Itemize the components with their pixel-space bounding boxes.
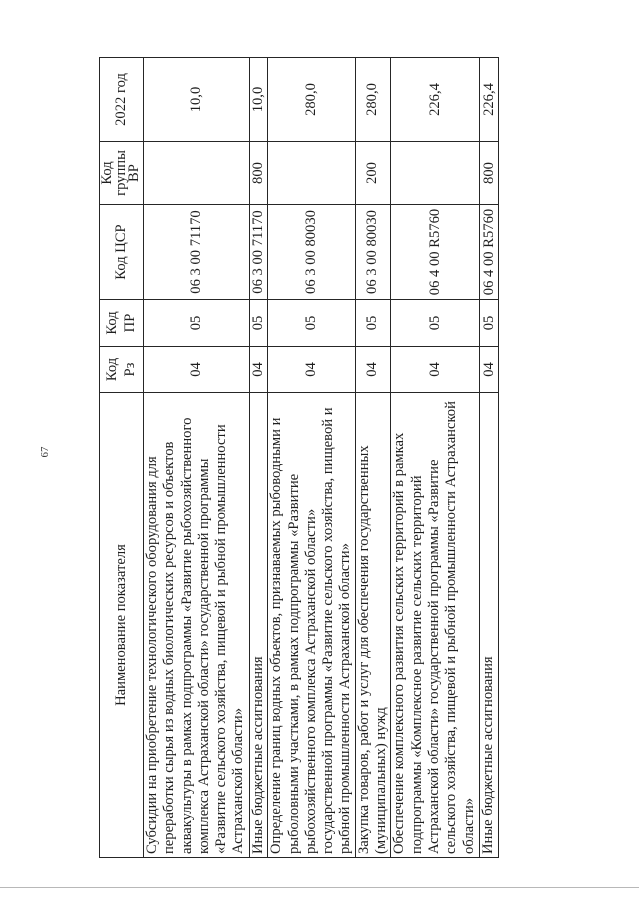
target-article-code-cell: 06 3 00 71170 bbox=[144, 205, 250, 300]
expense-group-code-cell bbox=[144, 142, 250, 205]
subsection-code-cell: 05 bbox=[391, 300, 480, 347]
indicator-name-cell: Иные бюджетные ассигнования bbox=[480, 393, 499, 858]
expense-group-code-cell: 800 bbox=[480, 142, 499, 205]
expense-group-code-cell: 200 bbox=[355, 142, 391, 205]
table-row bbox=[480, 58, 499, 858]
header-section-code: Код Рз bbox=[100, 347, 144, 393]
expense-group-code-cell bbox=[268, 142, 355, 205]
section-code-cell: 04 bbox=[391, 347, 480, 393]
table-row bbox=[268, 58, 355, 858]
amount-2022-cell: 280,0 bbox=[355, 58, 391, 142]
section-code-cell: 04 bbox=[268, 347, 355, 393]
subsection-code-cell: 05 bbox=[144, 300, 250, 347]
indicator-name-cell: Субсидии на приобретение технологического оборудования для переработки сырья из водных биологических ресурсов и объектов аквакультуры в рамках подпрограммы «Развитие рыбохозяйственного комплекса Астраханской области» государственной программы «Развитие сельского хозяйства, пищевой и рыбной промышленности Астраханской области» bbox=[144, 393, 250, 858]
section-code-cell: 04 bbox=[250, 347, 268, 393]
header-expense-group-code: Код группы ВР bbox=[100, 142, 144, 205]
subsection-code-cell: 05 bbox=[480, 300, 499, 347]
target-article-code-cell: 06 4 00 R5760 bbox=[391, 205, 480, 300]
indicator-name-cell: Закупка товаров, работ и услуг для обеспечения государственных (муниципальных) нужд bbox=[355, 393, 391, 858]
subsection-code-cell: 05 bbox=[250, 300, 268, 347]
table-row bbox=[144, 58, 250, 858]
indicator-name-cell: Иные бюджетные ассигнования bbox=[250, 393, 268, 858]
subsection-code-cell: 05 bbox=[268, 300, 355, 347]
amount-2022-cell: 280,0 bbox=[268, 58, 355, 142]
target-article-code-cell: 06 4 00 R5760 bbox=[480, 205, 499, 300]
amount-2022-cell: 226,4 bbox=[391, 58, 480, 142]
amount-2022-cell: 10,0 bbox=[144, 58, 250, 142]
target-article-code-cell: 06 3 00 80030 bbox=[355, 205, 391, 300]
section-code-cell: 04 bbox=[355, 347, 391, 393]
scan-edge-line bbox=[0, 887, 639, 888]
header-amount-2022: 2022 год bbox=[100, 58, 144, 142]
section-code-cell: 04 bbox=[144, 347, 250, 393]
budget-allocation-table bbox=[99, 57, 499, 858]
amount-2022-cell: 226,4 bbox=[480, 58, 499, 142]
header-target-article-code: Код ЦСР bbox=[100, 205, 144, 300]
section-code-cell: 04 bbox=[480, 347, 499, 393]
indicator-name-cell: Обеспечение комплексного развития сельских территорий в рамках подпрограммы «Комплексное развитие сельских территорий Астраханской области» государственной программы «Развитие сельского хозяйства, пищевой и рыбной промышленности Астраханской области» bbox=[391, 393, 480, 858]
rotated-table-wrapper bbox=[99, 58, 497, 858]
expense-group-code-cell: 800 bbox=[250, 142, 268, 205]
table-row bbox=[355, 58, 391, 858]
table-header-row bbox=[100, 58, 144, 858]
expense-group-code-cell bbox=[391, 142, 480, 205]
header-indicator-name: Наименование показателя bbox=[100, 393, 144, 858]
target-article-code-cell: 06 3 00 71170 bbox=[250, 205, 268, 300]
page-number: 67 bbox=[39, 446, 51, 458]
table-row bbox=[391, 58, 480, 858]
target-article-code-cell: 06 3 00 80030 bbox=[268, 205, 355, 300]
subsection-code-cell: 05 bbox=[355, 300, 391, 347]
amount-2022-cell: 10,0 bbox=[250, 58, 268, 142]
header-subsection-code: Код ПР bbox=[100, 300, 144, 347]
table-row bbox=[250, 58, 268, 858]
indicator-name-cell: Определение границ водных объектов, признаваемых рыбоводными и рыболовными участками, в рамках подпрограммы «Развитие рыбохозяйственного комплекса Астраханской области» государственной программы «Развитие сельского хозяйства, пищевой и рыбной промышленности Астраханской области» bbox=[268, 393, 355, 858]
